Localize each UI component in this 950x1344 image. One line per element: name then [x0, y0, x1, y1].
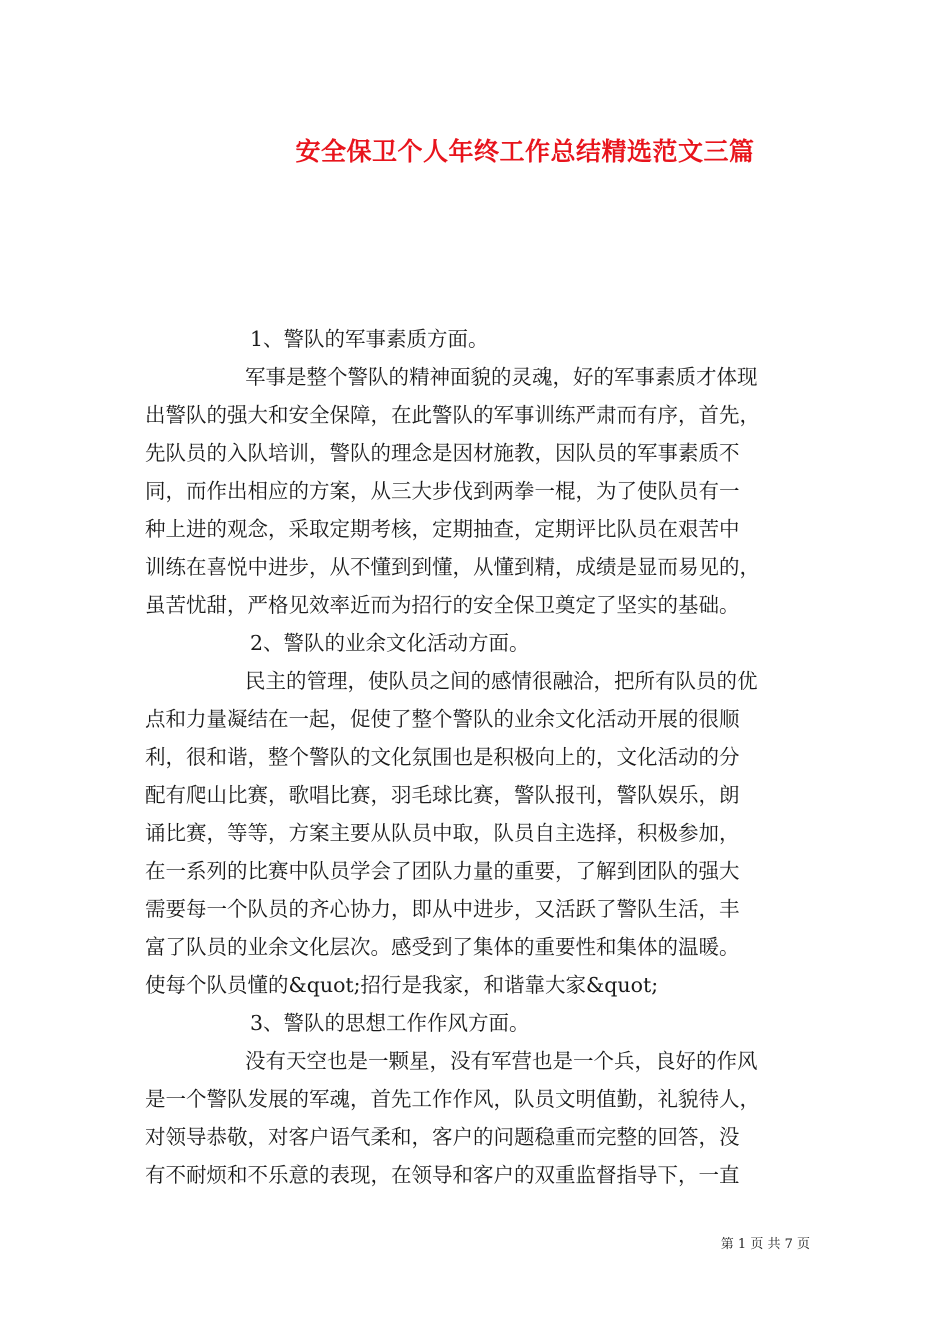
text-line: 先队员的入队培训，警队的理念是因材施教，因队员的军事素质不 — [145, 441, 740, 465]
text-line: 是一个警队发展的军魂，首先工作作风，队员文明值勤，礼貌待人， — [145, 1087, 760, 1111]
text-line: 对领导恭敬，对客户语气柔和，客户的问题稳重而完整的回答，没 — [145, 1125, 740, 1149]
text-line: 民主的管理，使队员之间的感情很融洽，把所有队员的优 — [245, 669, 758, 693]
text-line: 需要每一个队员的齐心协力，即从中进步，又活跃了警队生活，丰 — [145, 897, 740, 921]
text-line: 同，而作出相应的方案，从三大步伐到两拳一棍，为了使队员有一 — [145, 479, 740, 503]
text-line: 在一系列的比赛中队员学会了团队力量的重要，了解到团队的强大 — [145, 859, 740, 883]
text-line: 2、警队的业余文化活动方面。 — [250, 631, 530, 655]
text-line: 诵比赛，等等，方案主要从队员中取，队员自主选择，积极参加， — [145, 821, 740, 845]
page-number: 第 1 页 共 7 页 — [720, 1237, 810, 1252]
text-line: 1、警队的军事素质方面。 — [250, 327, 489, 351]
text-line: 出警队的强大和安全保障，在此警队的军事训练严肃而有序，首先， — [145, 403, 760, 427]
document-title: 安全保卫个人年终工作总结精选范文三篇 — [295, 137, 755, 166]
text-line: 使每个队员懂的&quot;招行是我家，和谐靠大家&quot; — [145, 973, 659, 997]
text-line: 3、警队的思想工作作风方面。 — [250, 1011, 530, 1035]
text-line: 种上进的观念，采取定期考核，定期抽查，定期评比队员在艰苦中 — [145, 517, 740, 541]
text-line: 配有爬山比赛，歌唱比赛，羽毛球比赛，警队报刊，警队娱乐，朗 — [145, 783, 740, 807]
text-line: 富了队员的业余文化层次。感受到了集体的重要性和集体的温暖。 — [145, 935, 740, 959]
document-body — [145, 320, 805, 1194]
text-line: 点和力量凝结在一起，促使了整个警队的业余文化活动开展的很顺 — [145, 707, 740, 731]
text-line: 没有天空也是一颗星，没有军营也是一个兵，良好的作风 — [245, 1049, 758, 1073]
text-line: 军事是整个警队的精神面貌的灵魂，好的军事素质才体现 — [245, 365, 758, 389]
text-line: 训练在喜悦中进步，从不懂到到懂，从懂到精，成绩是显而易见的， — [145, 555, 760, 579]
text-line: 利，很和谐，整个警队的文化氛围也是积极向上的，文化活动的分 — [145, 745, 740, 769]
text-line: 有不耐烦和不乐意的表现，在领导和客户的双重监督指导下，一直 — [145, 1163, 740, 1187]
text-line: 虽苦忧甜，严格见效率近而为招行的安全保卫奠定了坚实的基础。 — [145, 593, 740, 617]
